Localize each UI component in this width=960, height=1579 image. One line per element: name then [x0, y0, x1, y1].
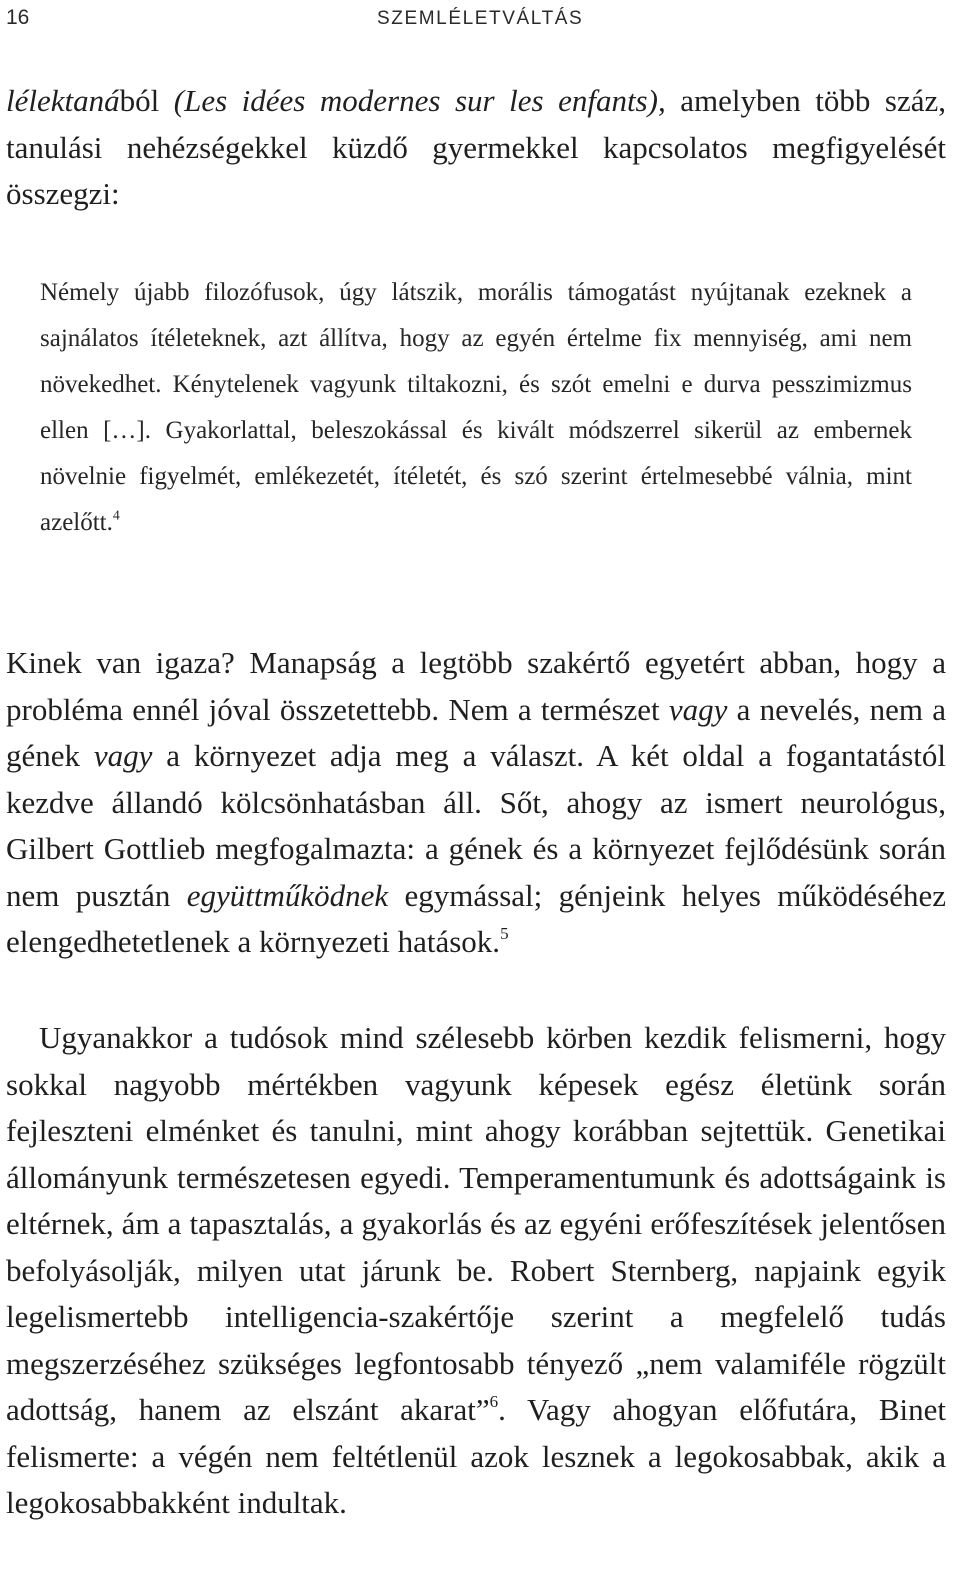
- paragraph-ugyanakkor: [6, 1015, 946, 1527]
- text-run: a nevelés, nem a gének: [6, 691, 946, 773]
- page-number: 16: [6, 6, 30, 29]
- block-quote: [40, 270, 912, 546]
- italic-text: vagy: [668, 691, 728, 727]
- paragraph-kinek: [6, 640, 946, 966]
- footnote-marker: 5: [500, 924, 509, 944]
- text-run: Ugyanakkor a tudósok mind szélesebb körben kezdik felismerni, hogy sokkal nagyobb mértékben vagyunk képesek egész életünk során fejleszteni elménket és tanulni, mint ahogy korábban sejtettük. Genetikai állományunk természetesen egyedi. Temperamentumunk és adottságaink is eltérnek, ám a tapasztalás, a gyakorlás és az egyéni erőfeszítések jelentősen befolyásolják, milyen utat járunk be. Robert Sternberg, napjaink egyik legelismertebb intelligencia-szakértője szerint a megfelelő tudás megszerzéséhez szükséges legfontosabb tényező „nem valamiféle rögzült adottság, hanem az elszánt akarat”: [6, 1020, 946, 1427]
- italic-text: vagy: [93, 738, 153, 773]
- italic-text: együttműködnek: [186, 877, 389, 913]
- text-run: egymással; génjeink helyes működéséhez elengedhetetlenek a környezeti hatások.: [6, 877, 946, 959]
- footnote-marker: 4: [112, 507, 120, 523]
- quote-text: Némely újabb filozófusok, úgy látszik, morális támogatást nyújtanak ezeknek a sajnálatos ítéleteknek, azt állítva, hogy az egyén értelme fix mennyiség, ami nem növekedhet. Kénytelenek vagyunk tiltakozni, és szót emelni e durva pesszimizmus ellen […]. Gyakorlattal, beleszokással és kivált módszerrel sikerül az embernek növelnie figyelmét, emlékezetét, ítéletét, és szó szerint értelmesebbé válnia, mint azelőtt.: [40, 279, 912, 536]
- running-head: [0, 4, 960, 34]
- text-run: . Vagy ahogyan előfutára, Binet felismerte: a végén nem feltétlenül azok lesznek a legokosabbak, akik a legokosabbakként indultak.: [6, 1392, 946, 1520]
- italic-text: lélektaná: [6, 83, 120, 118]
- text-run: ból: [119, 83, 174, 118]
- text-run: amelyben több száz, tanulási nehézségekkel küzdő gyermekkel kapcsolatos megfigyelését összegzi:: [6, 83, 946, 211]
- text-run: a környezet adja meg a választ. A két oldal a fogantatástól kezdve állandó kölcsönhatásban áll. Sőt, ahogy az ismert neurológus, Gilbert Gottlieb megfogalmazta: a gének és a környezet fejlődésünk során nem pusztán: [6, 738, 946, 913]
- paragraph-intro: [6, 78, 946, 218]
- book-title-italic: (Les idées modernes sur les enfants),: [173, 83, 666, 118]
- section-title: SZEMLÉLETVÁLTÁS: [377, 8, 584, 29]
- text-run: Kinek van igaza? Manapság a legtöbb szakértő egyetért abban, hogy a probléma ennél jóval összetettebb. Nem a természet: [6, 645, 946, 727]
- footnote-marker: 6: [489, 1392, 499, 1412]
